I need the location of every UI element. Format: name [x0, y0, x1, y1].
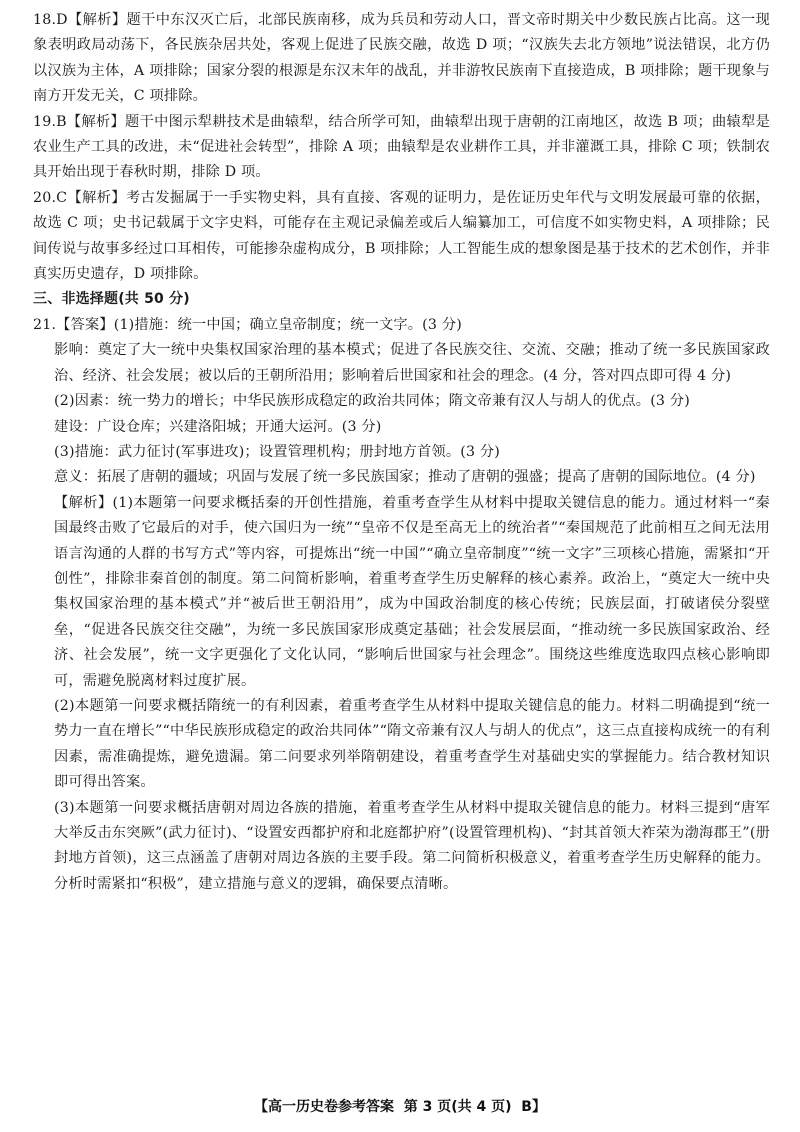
- footer-version: B】: [521, 1099, 546, 1115]
- q21-significance: 意义：拓展了唐朝的疆域；巩固与发展了统一多民族国家；推动了唐朝的强盛；提高了唐朝的国际地位。(4 分): [54, 469, 756, 486]
- answer-q20: 20.C【解析】考古发掘属于一手实物史料，具有直接、客观的证明力，是佐证历史年代与文明发展最可靠的依据，故选 C 项；史书记载属于文字史料，可能存在主观记录偏差或后人编纂加工，可信度不如实物史料，A 项排除；民间传说与故事多经过口耳相传，可能掺杂虚构成分，B 项排除；人工智能生成的想象图是基于技术的艺术创作，并非真实历史遗存，D 项排除。: [33, 189, 770, 283]
- q21-construction: 建设：广设仓库；兴建洛阳城；开通大运河。(3 分): [54, 418, 382, 435]
- q21-analysis-1: 【解析】(1)本题第一问要求概括秦的开创性措施，着重考查学生从材料中提取关键信息的能力。通过材料一“秦国最终击败了它最后的对手，使六国归为一统”“皇帝不仅是至高无上的统治者”“秦国规范了此前相互之间无法用语言沟通的人群的书写方式”等内容，可提炼出“统一中国”“确立皇帝制度”“统一文字”三项核心措施，需紧扣“开创性”，排除非秦首创的制度。第二问简析影响，着重考查学生历史解释的核心素养。政治上，“奠定大一统中央集权国家治理的基本模式”并“被后世王朝沿用”，成为中国政治制度的核心传统；民族层面，打破诸侯分裂壁垒，“促进各民族交往交融”，为统一多民族国家形成奠定基础；社会发展层面，“推动统一多民族国家政治、经济、社会发展”，统一文字更强化了文化认同，“影响后世国家与社会理念”。围绕这些维度选取四点核心影响即可，需避免脱离材料过度扩展。: [54, 494, 770, 689]
- answer-q18: 18.D【解析】题干中东汉灭亡后，北部民族南移，成为兵员和劳动人口，晋文帝时期关中少数民族占比高。这一现象表明政局动荡下，各民族杂居共处，客观上促进了民族交融，故选 D 项；“汉族失去北方领地”说法错误，北方仍以汉族为主体，A 项排除；国家分裂的根源是东汉末年的战乱，并非游牧民族南下直接造成，B 项排除；题干现象与南方开发无关，C 项排除。: [33, 12, 770, 105]
- footer-label: 【高一历史卷参考答案: [254, 1099, 395, 1115]
- q21-answer-1: 21.【答案】(1)措施：统一中国；确立皇帝制度；统一文字。(3 分): [33, 316, 462, 333]
- q21-influence: 影响：奠定了大一统中央集权国家治理的基本模式；促进了各民族交往、交流、交融；推动了统一多民族国家政治、经济、社会发展；被以后的王朝所沿用；影响着后世国家和社会的理念。(4 分，答对四点即可得 4 分): [54, 342, 770, 384]
- q21-analysis-3: (3)本题第一问要求概括唐朝对周边各族的措施，着重考查学生从材料中提取关键信息的能力。材料三提到“唐军大举反击东突厥”(武力征讨)、“设置安西都护府和北庭都护府”(设置管理机构)、“封其首领大祚荣为渤海郡王”(册封地方首领)，这三点涵盖了唐朝对周边各族的主要手段。第二问简析积极意义，着重考查学生历史解释的能力。分析时需紧扣“积极”，建立措施与意义的逻辑，确保要点清晰。: [54, 799, 770, 892]
- q21-answer-2: (2)因素：统一势力的增长；中华民族形成稳定的政治共同体；隋文帝兼有汉人与胡人的优点。(3 分): [54, 393, 690, 410]
- q21-analysis-2: (2)本题第一问要求概括隋统一的有利因素，着重考查学生从材料中提取关键信息的能力。材料二明确提到“统一势力一直在增长”“中华民族形成稳定的政治共同体”“隋文帝兼有汉人与胡人的优点”，这三点直接构成统一的有利因素，需准确提炼，避免遗漏。第二问要求列举隋朝建设，着重考查学生对基础史实的掌握能力。结合教材知识即可得出答案。: [54, 697, 770, 791]
- page-footer: [0, 1096, 800, 1116]
- q21-answer-3: (3)措施：武力征讨(军事进攻)；设置管理机构；册封地方首领。(3 分): [54, 443, 501, 460]
- footer-page-number: 第 3 页(共 4 页): [403, 1099, 512, 1115]
- section-title: 三、非选择题(共 50 分): [33, 291, 190, 308]
- answer-q19: 19.B【解析】题干中图示犁耕技术是曲辕犁，结合所学可知，曲辕犁出现于唐朝的江南地区，故选 B 项；曲辕犁是农业生产工具的改进，未“促进社会转型”，排除 A 项；曲辕犁是农业耕作工具，并非灌溉工具，排除 C 项；铁制农具开始出现于春秋时期，排除 D 项。: [33, 113, 770, 181]
